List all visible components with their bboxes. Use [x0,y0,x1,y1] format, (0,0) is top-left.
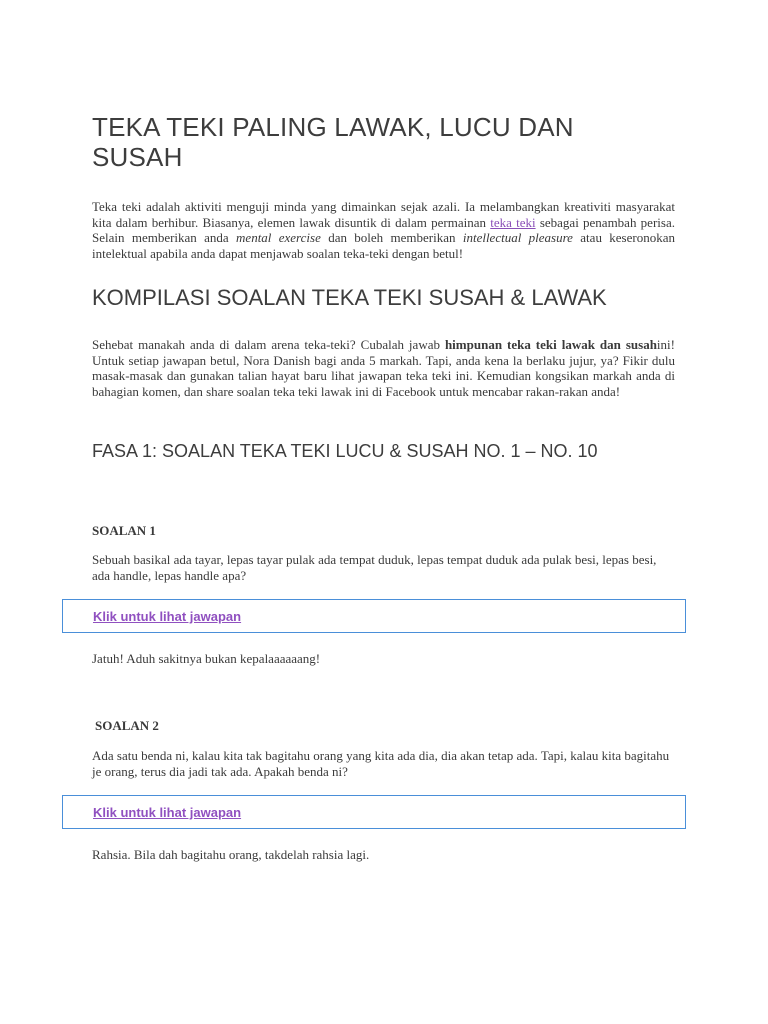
show-answer-link[interactable]: Klik untuk lihat jawapan [93,805,242,820]
question-text: Ada satu benda ni, kalau kita tak bagitahu orang yang kita ada dia, dia akan tetap ada. Tapi, kalau kita bagitahu je orang, terus dia jadi tak ada. Apakah benda ni? [92,748,670,779]
intro-text-2: sebagai penambah perisa. Selain memberikan anda [92,214,675,245]
section-paragraph [92,337,675,399]
answer-toggle-box [62,795,686,829]
answer-text: Jatuh! Aduh sakitnya bukan kepalaaaaaang! [92,651,321,666]
intro-text-1: Teka teki adalah aktiviti menguji minda yang dimainkan sejak azali. Ia melambangkan kreativiti masyarakat kita dalam berhibur. Biasanya, elemen lawak disuntik di dalam permainan [92,199,675,230]
question-label: SOALAN 2 [95,718,159,733]
section-text-1: Sehebat manakah anda di dalam arena teka-teki? Cubalah jawab [92,337,445,352]
section-text-2: ini! Untuk setiap jawapan betul, Nora Danish bagi anda 5 markah. Tapi, anda kena la berlaku jujur, ya? Fikir dulu masak-masak dan gunakan talian hayat baru lihat jawapan teka teki ini. Kemudian kongsikan markah anda di bahagian komen, dan share soalan teka teki lawak ini di Facebook untuk mencabar rakan-rakan anda! [92,337,675,399]
answer-toggle-box [62,599,686,633]
answer-text: Rahsia. Bila dah bagitahu orang, takdelah rahsia lagi. [92,847,370,862]
page-title: TEKA TEKI PALING LAWAK, LUCU DAN SUSAH [92,112,574,172]
show-answer-link[interactable]: Klik untuk lihat jawapan [93,609,242,624]
question-text: Sebuah basikal ada tayar, lepas tayar pulak ada tempat duduk, lepas tempat duduk ada pulak besi, lepas besi, ada handle, lepas handle apa? [92,552,657,583]
intro-emphasis-2: intellectual pleasure [462,230,573,245]
intro-emphasis-1: mental exercise [236,230,321,245]
intro-paragraph [92,199,675,261]
section-heading: KOMPILASI SOALAN TEKA TEKI SUSAH & LAWAK [92,285,607,310]
section-bold-text: himpunan teka teki lawak dan susah [444,337,657,352]
question-label: SOALAN 1 [92,523,156,538]
phase-heading: FASA 1: SOALAN TEKA TEKI LUCU & SUSAH NO. 1 – NO. 10 [92,441,598,461]
intro-text-4: atau keseronokan intelektual apabila anda dapat menjawab soalan teka-teki dengan betul! [92,230,675,261]
intro-text-3: dan boleh memberikan [320,230,463,245]
teka-teki-link[interactable]: teka teki [490,214,536,230]
